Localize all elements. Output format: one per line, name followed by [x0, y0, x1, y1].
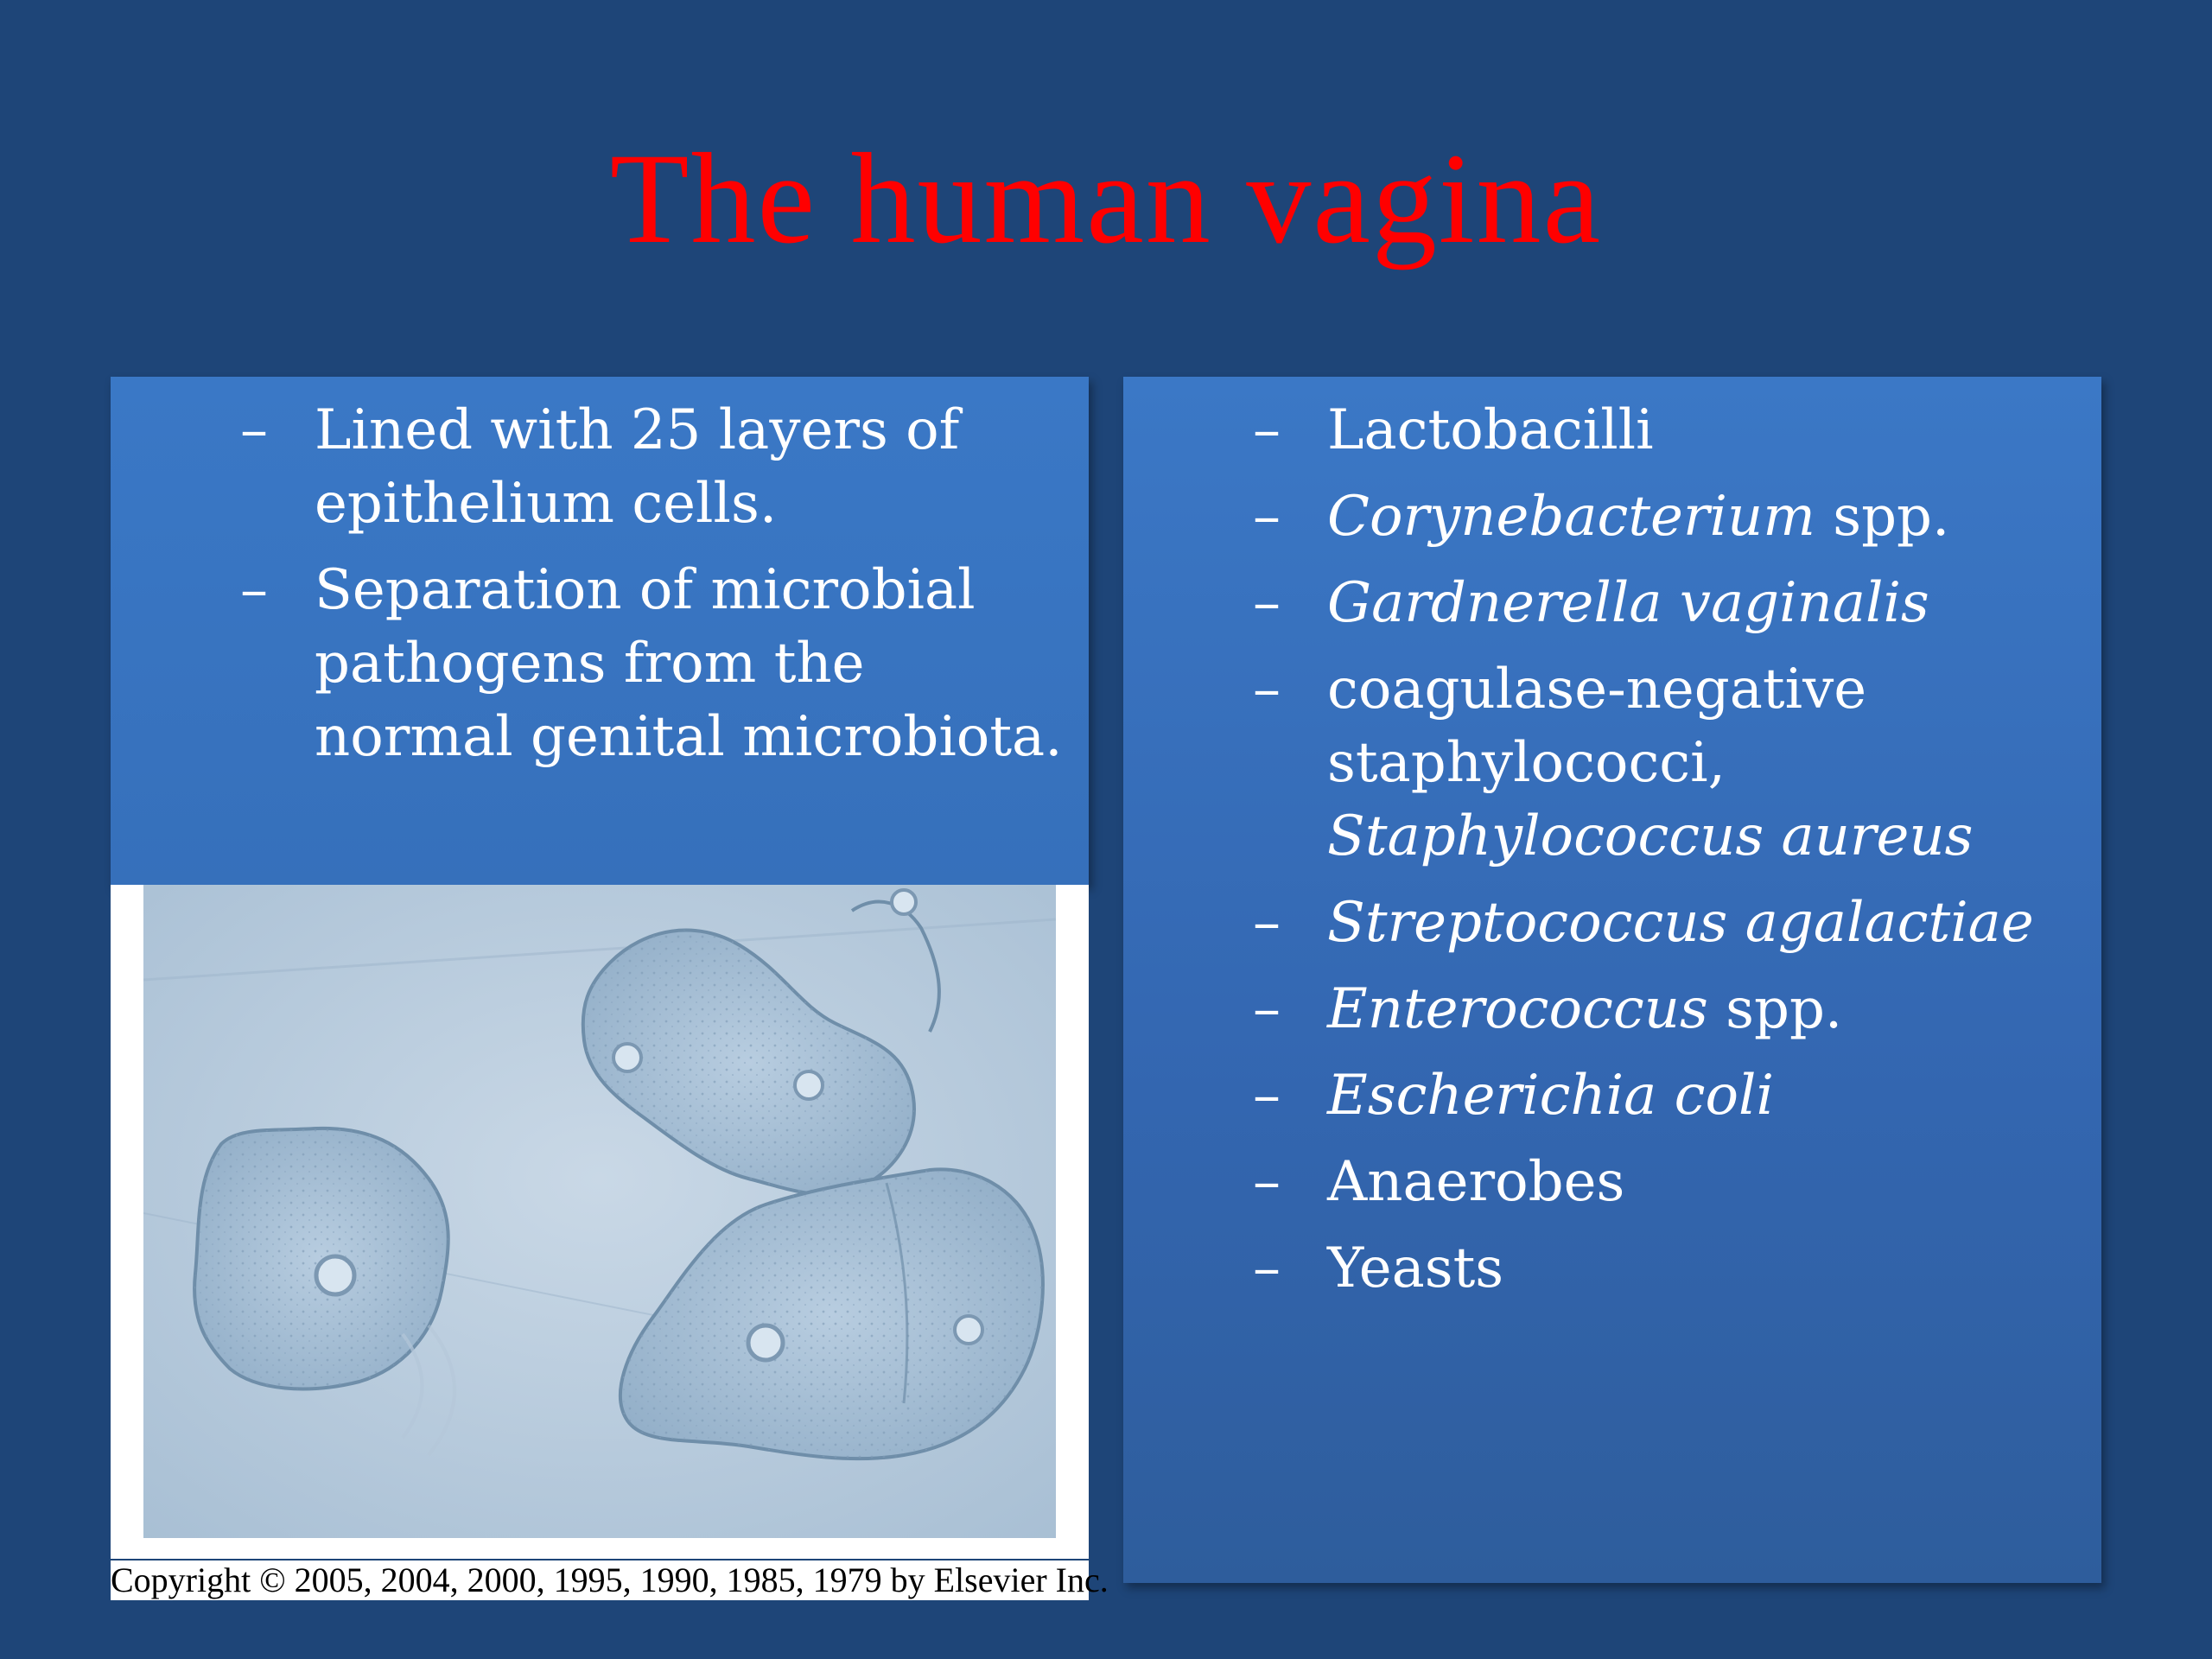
- dash-marker: –: [1253, 485, 1281, 549]
- slide-title: The human vagina: [609, 127, 1603, 270]
- bullet-italic-text: Gardnerella vaginalis: [1327, 571, 1929, 635]
- bullet-staphylococci: [1253, 653, 2082, 874]
- bullet-text: spp.: [1815, 485, 1950, 549]
- bullet-separation: [240, 554, 1070, 774]
- bullet-anaerobes: [1253, 1146, 2082, 1219]
- bullet-streptococcus: [1253, 887, 2082, 960]
- bullet-text: Anaerobes: [1327, 1150, 1625, 1214]
- bullet-lactobacilli: [1253, 394, 2082, 467]
- bullet-text: Separation of microbial pathogens from the normal genital microbiota.: [315, 558, 1063, 769]
- bullet-italic-text: Staphylococcus aureus: [1327, 804, 1974, 868]
- dash-marker: –: [1253, 977, 1281, 1041]
- micrograph-epithelial-cells-icon: [143, 885, 1056, 1538]
- bullet-yeasts: [1253, 1232, 2082, 1306]
- bullet-text: Yeasts: [1327, 1236, 1504, 1300]
- bullet-enterococcus: [1253, 973, 2082, 1046]
- dash-marker: –: [1253, 891, 1281, 955]
- right-bullet-list: [1253, 394, 2082, 1319]
- dash-marker: –: [1253, 1236, 1281, 1300]
- bullet-italic-text: Streptococcus agalactiae: [1327, 891, 2034, 955]
- copyright-caption: Copyright © 2005, 2004, 2000, 1995, 1990, 1985, 1979 by Elsevier Inc.: [111, 1560, 1109, 1599]
- dash-marker: –: [240, 558, 268, 622]
- bullet-escherichia: [1253, 1059, 2082, 1133]
- right-text-panel: [1123, 377, 2101, 1583]
- bullet-text: coagulase-negative staphylococci,: [1327, 658, 1867, 795]
- dash-marker: –: [1253, 1150, 1281, 1214]
- bullet-text: Lined with 25 layers of epithelium cells.: [315, 398, 960, 536]
- dash-marker: –: [1253, 1064, 1281, 1128]
- bullet-italic-text: Escherichia coli: [1327, 1064, 1774, 1128]
- bullet-gardnerella: [1253, 567, 2082, 640]
- left-text-panel: [111, 377, 1089, 885]
- left-bullet-list: [240, 394, 1070, 787]
- bullet-text: Lactobacilli: [1327, 398, 1654, 462]
- bullet-epithelium: [240, 394, 1070, 541]
- dash-marker: –: [1253, 398, 1281, 462]
- micrograph-figure: [111, 885, 1089, 1559]
- bullet-italic-text: Corynebacterium: [1327, 485, 1815, 549]
- bullet-italic-text: Enterococcus: [1327, 977, 1708, 1041]
- dash-marker: –: [1253, 571, 1281, 635]
- bullet-text: spp.: [1707, 977, 1843, 1041]
- bullet-corynebacterium: [1253, 480, 2082, 554]
- dash-marker: –: [1253, 658, 1281, 721]
- dash-marker: –: [240, 398, 268, 462]
